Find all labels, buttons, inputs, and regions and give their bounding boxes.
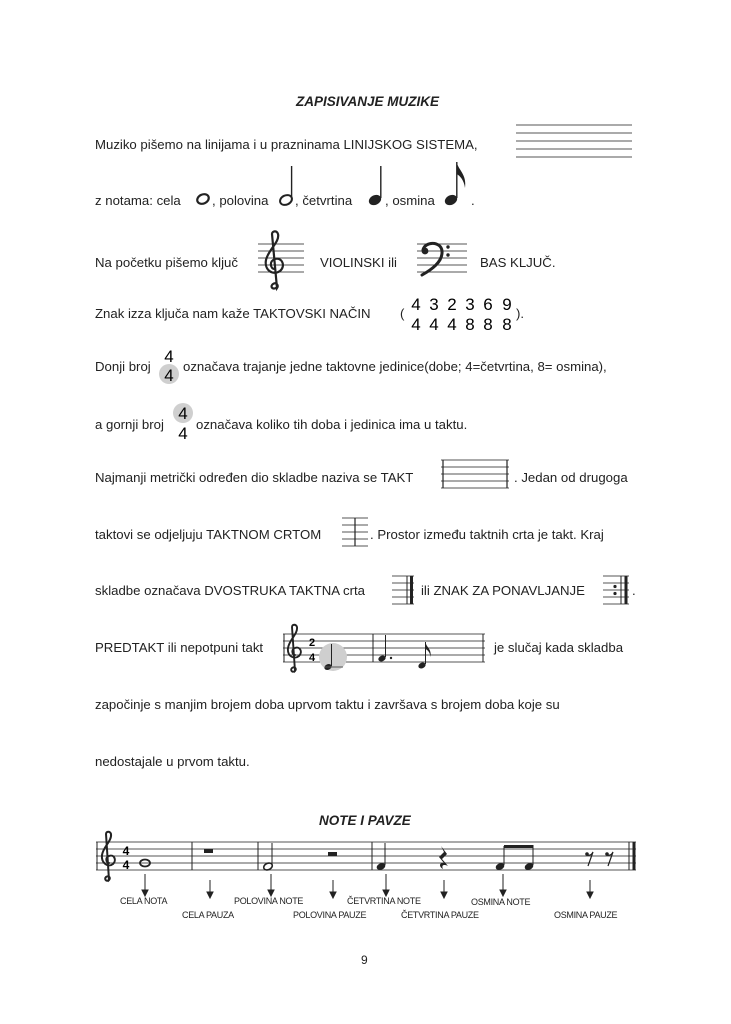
page-title: ZAPISIVANJE MUZIKE [296,94,440,109]
ts-top-digit: 2 [308,637,316,649]
staff-lines-icon [516,122,634,162]
ts-bottom-digit: 4 [447,315,457,334]
text-line-10b: je slučaj kada skladba [494,640,624,655]
treble-clef-icon [258,230,304,294]
label-osmina-note: OSMINA NOTE [471,897,531,907]
text-line-11: započinje s manjim brojem doba uprvom taktu i završava s brojem doba koje su [95,697,560,712]
text-line-1: Muziko pišemo na linijama i u prazninama LINIJSKOG SISTEMA, [95,137,478,152]
quarter-note-icon [367,164,385,208]
whole-note-icon [196,192,212,206]
text-line-6a: a gornji broj [95,417,164,432]
predtakt-staff [283,624,487,674]
ts-bottom-digit: 4 [411,315,421,334]
whole-rest-icon [204,849,213,853]
text-line-9c: . [632,583,636,598]
text-line-5a: Donji broj [95,359,151,374]
text-line-7a: Najmanji metrički određen dio skladbe naziva se TAKT [95,470,414,485]
text-line-2d: , osmina [385,193,435,208]
text-line-2a: z notama: cela [95,193,181,208]
barline-icon [342,514,368,550]
label-cela-nota: CELA NOTA [120,896,168,906]
text-line-7b: . Jedan od drugoga [514,470,628,485]
ts-top-digit: 4 [411,295,421,314]
ts-bottom-digit: 8 [483,315,493,334]
label-osmina-pauze: OSMINA PAUZE [554,910,618,920]
label-cela-pauza: CELA PAUZA [182,910,234,920]
text-line-8a: taktovi se odjeljuju TAKTNOM CRTOM [95,527,322,542]
text-line-9a: skladbe označava DVOSTRUKA TAKTNA crta [95,583,365,598]
text-line-2e: . [471,193,475,208]
text-line-3b: VIOLINSKI ili [320,255,397,270]
half-rest-icon [328,852,337,856]
ts-bottom-digit: 4 [178,424,188,443]
ts-top-digit: 4 [178,404,188,423]
measure-icon [441,456,511,492]
text-line-12: nedostajale u prvom taktu. [95,754,250,769]
ts-top-digit: 3 [429,295,439,314]
ts-top-digit: 6 [483,295,493,314]
time-signature-bottom-highlight [158,345,180,387]
ts-bottom-digit: 8 [502,315,512,334]
ts-top-digit: 4 [164,347,174,366]
bass-clef-icon [417,240,467,280]
time-signature-top-highlight [172,401,194,443]
ts-bottom-digit: 4 [122,858,130,872]
text-line-4a: Znak izza ključa nam kaže TAKTOVSKI NAČIN [95,306,371,321]
section-title: NOTE I PAVZE [319,813,411,828]
eighth-rest-icon [605,852,613,866]
text-line-5b: označava trajanje jedne taktovne jedinice(dobe; 4=četvrtina, 8= osmina), [183,359,607,374]
paren-open: ( [400,306,405,321]
text-line-3a: Na početku pišemo ključ [95,255,238,270]
ts-bottom-digit: 8 [465,315,475,334]
page-number: 9 [361,953,368,967]
text-line-10a: PREDTAKT ili nepotpuni takt [95,640,264,655]
text-line-3c: BAS KLJUČ. [480,255,556,270]
text-line-6b: označava koliko tih doba i jedinica ima u taktu. [196,417,468,432]
paren-close: ). [516,306,525,321]
ts-bottom-digit: 4 [308,652,316,664]
text-line-2c: , četvrtina [295,193,353,208]
text-line-2b: , polovina [212,193,269,208]
ts-top-digit: 4 [122,844,130,858]
text-line-9b: ili ZNAK ZA PONAVLJANJE [421,583,585,598]
ts-top-digit: 9 [502,295,512,314]
double-barline-icon [392,572,416,608]
eighth-rest-icon [585,852,593,866]
label-cetvrtina-pauze: ČETVRTINA PAUZE [401,910,479,920]
half-note-icon [278,164,296,208]
ts-top-digit: 2 [447,295,457,314]
ts-bottom-digit: 4 [164,366,174,385]
time-signature-list [408,292,520,336]
label-cetvrtina-note: ČETVRTINA NOTE [347,896,421,906]
text-line-8b: . Prostor između taktnih crta je takt. Kraj [370,527,604,542]
repeat-sign-icon [603,572,631,608]
quarter-rest-icon [439,846,448,869]
label-polovina-pauze: POLOVINA PAUZE [293,910,367,920]
ts-bottom-digit: 4 [429,315,439,334]
label-polovina-note: POLOVINA NOTE [234,896,304,906]
ts-top-digit: 3 [465,295,475,314]
eighth-note-icon [443,160,471,208]
